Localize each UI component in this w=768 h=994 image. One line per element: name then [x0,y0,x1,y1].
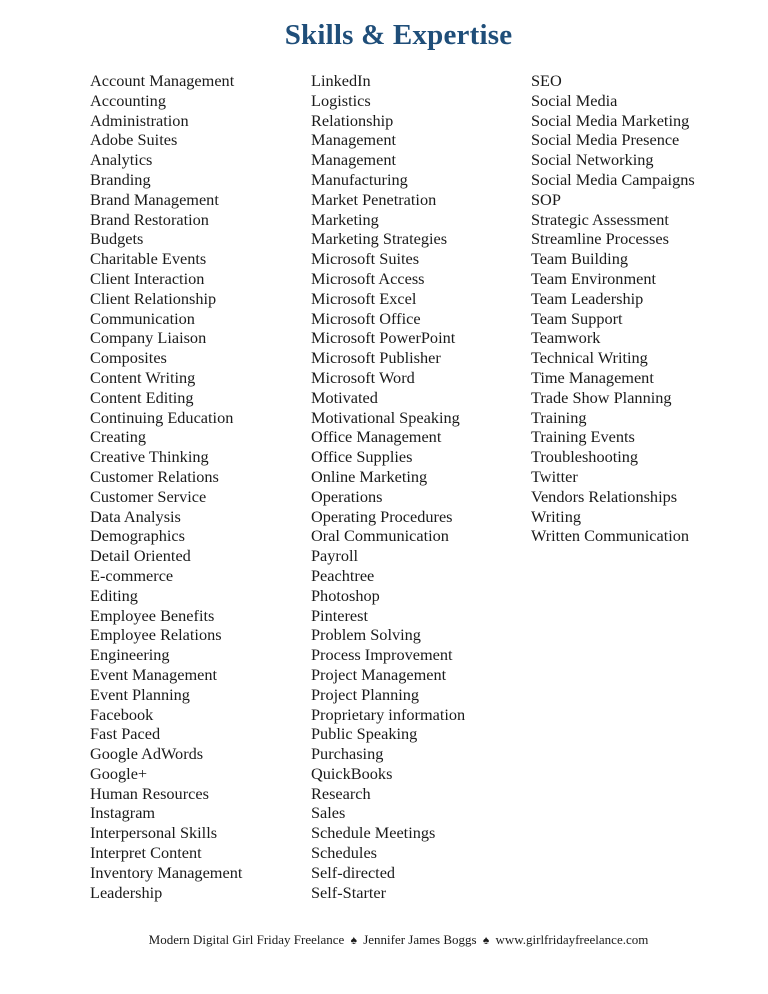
skill-item: Oral Communication [311,526,449,546]
footer-person-name: Jennifer James Boggs [363,932,477,947]
skill-item: Social Media Campaigns [531,169,695,189]
skill-item: Logistics [311,90,371,110]
skill-item: Self-directed [311,862,396,882]
skill-item: Budgets [90,229,144,249]
skill-item: Motivational Speaking [311,407,460,427]
skill-item: Management [311,150,396,170]
skill-item: Microsoft Suites [311,249,420,269]
page-footer [0,932,768,948]
skill-item: Composites [90,348,167,368]
skill-item: Team Support [531,308,623,328]
skill-item: Microsoft Word [311,367,415,387]
skill-item: Communication [90,308,195,328]
skill-item: Team Environment [531,268,657,288]
skill-item: Interpret Content [90,843,202,863]
skill-item: Content Editing [90,387,194,407]
skill-item: Engineering [90,645,170,665]
skill-item: Microsoft Office [311,308,421,328]
spade-icon: ♠ [350,933,357,947]
skill-item: Client Relationship [90,288,217,308]
skill-item: Social Media [531,90,618,110]
skill-item: Branding [90,169,151,189]
skill-item: Sales [311,803,346,823]
skill-item: Company Liaison [90,328,207,348]
skill-item: E-commerce [90,565,174,585]
skill-item: Photoshop [311,585,380,605]
skill-item: Microsoft Access [311,268,425,288]
skill-item: Office Management [311,427,442,447]
footer-website: www.girlfridayfreelance.com [495,932,649,947]
skill-item: Office Supplies [311,447,413,467]
skill-item: Data Analysis [90,506,181,526]
skill-item: Instagram [90,803,156,823]
skill-item: Customer Relations [90,466,219,486]
skill-item: Operations [311,486,383,506]
skill-item: LinkedIn [311,71,371,90]
skill-item: Streamline Processes [531,229,669,249]
skill-item: Leadership [90,882,163,902]
skill-item: Management [311,130,396,150]
skill-item: Social Media Marketing [531,110,690,130]
skill-item: Twitter [531,466,578,486]
skills-column-1 [90,71,242,902]
skill-item: Charitable Events [90,249,207,269]
skill-item: Proprietary information [311,704,466,724]
skill-item: Time Management [531,367,654,387]
skill-item: Problem Solving [311,625,421,645]
skill-item: Content Writing [90,367,196,387]
skill-item: Event Management [90,664,218,684]
skill-item: Google AdWords [90,744,204,764]
skill-item: Account Management [90,71,235,90]
skills-column-2 [311,71,465,902]
skill-item: Payroll [311,546,359,566]
skill-item: Marketing Strategies [311,229,448,249]
footer-business-name: Modern Digital Girl Friday Freelance [148,932,345,947]
skill-item: Relationship [311,110,394,130]
skill-item: Pinterest [311,605,368,625]
skill-item: Project Management [311,664,447,684]
skill-item: QuickBooks [311,763,393,783]
skill-item: Schedule Meetings [311,823,436,843]
skill-item: Google+ [90,763,148,783]
skill-item: Teamwork [531,328,601,348]
skill-item: Interpersonal Skills [90,823,218,843]
skill-item: Strategic Assessment [531,209,669,229]
skill-item: Creative Thinking [90,447,209,467]
skill-item: Detail Oriented [90,546,191,566]
skill-item: Training [531,407,587,427]
skill-item: Social Media Presence [531,130,680,150]
skill-item: Microsoft Excel [311,288,417,308]
skill-item: Manufacturing [311,169,408,189]
skill-item: Market Penetration [311,189,437,209]
skill-item: Purchasing [311,744,384,764]
skill-item: Accounting [90,90,166,110]
skill-item: Demographics [90,526,185,546]
skill-item: Employee Benefits [90,605,215,625]
skill-item: Writing [531,506,581,526]
skill-item: Inventory Management [90,862,243,882]
skills-column-3 [531,71,695,546]
skill-item: Microsoft Publisher [311,348,441,368]
skill-item: Brand Management [90,189,219,209]
spade-icon: ♠ [482,933,490,947]
skill-item: Fast Paced [90,724,161,744]
skill-item: Social Networking [531,150,654,170]
skill-item: Continuing Education [90,407,234,427]
skill-item: SOP [531,189,561,209]
skill-item: Facebook [90,704,154,724]
skill-item: Process Improvement [311,645,453,665]
skill-item: Analytics [90,150,153,170]
skill-item: Brand Restoration [90,209,209,229]
skill-item: Customer Service [90,486,207,506]
skill-item: Operating Procedures [311,506,453,526]
skill-item: Trade Show Planning [531,387,672,407]
skill-item: Self-Starter [311,882,387,902]
skills-columns [90,71,730,911]
skill-item: Technical Writing [531,348,648,368]
skill-item: Adobe Suites [90,130,178,150]
skill-item: SEO [531,71,562,90]
skill-item: Marketing [311,209,379,229]
skill-item: Team Building [531,249,628,269]
skill-item: Vendors Relationships [531,486,678,506]
skill-item: Employee Relations [90,625,222,645]
skill-item: Schedules [311,843,378,863]
skill-item: Event Planning [90,684,190,704]
skill-item: Client Interaction [90,268,205,288]
skill-item: Microsoft PowerPoint [311,328,456,348]
skill-item: Project Planning [311,684,420,704]
skill-item: Research [311,783,371,803]
skill-item: Administration [90,110,189,130]
page-title: Skills & Expertise [284,19,513,51]
skill-item: Editing [90,585,138,605]
skill-item: Troubleshooting [531,447,639,467]
skill-item: Training Events [531,427,635,447]
skill-item: Peachtree [311,565,375,585]
skill-item: Public Speaking [311,724,418,744]
skill-item: Team Leadership [531,288,644,308]
skill-item: Online Marketing [311,466,428,486]
skill-item: Written Communication [531,526,690,546]
skill-item: Motivated [311,387,378,407]
skill-item: Creating [90,427,147,447]
skill-item: Human Resources [90,783,209,803]
